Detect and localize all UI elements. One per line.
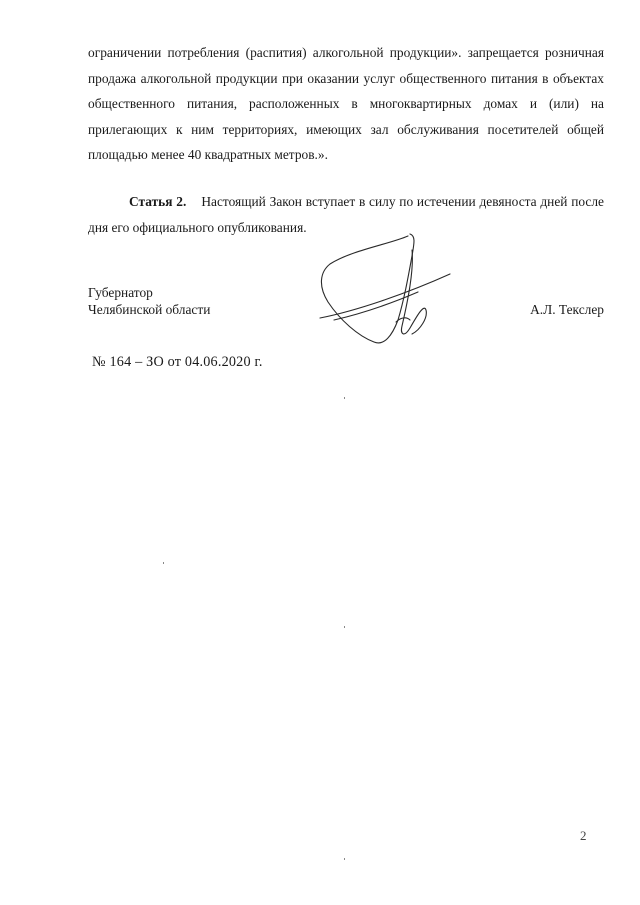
scan-speck	[163, 562, 164, 564]
scan-speck	[344, 397, 345, 399]
signer-name: А.Л. Текслер	[530, 302, 604, 317]
scan-speck	[344, 626, 345, 628]
law-number: № 164 – ЗО от 04.06.2020 г.	[92, 354, 263, 370]
handwritten-signature	[300, 222, 470, 352]
signer-title	[88, 284, 210, 318]
page-number: 2	[580, 828, 587, 843]
signer-title-line-2: Челябинской области	[88, 302, 211, 317]
article-text: Настоящий Закон вступает в силу по истечении девяноста дней после дня его официального опубликования.	[88, 194, 604, 235]
article-label: Статья 2.	[129, 194, 187, 209]
scan-speck	[344, 858, 345, 860]
paragraph-continuation: ограничении потребления (распития) алкогольной продукции». запрещается розничная продажа алкогольной продукции при оказании услуг общественного питания в объектах общественного питания, расположенных в многоквартирных домах и (или) на прилегающих к ним территориях, имеющих зал обслуживания посетителей общей площадью менее 40 квадратных метров.».	[88, 45, 604, 162]
signer-title-line-1: Губернатор	[88, 285, 153, 300]
